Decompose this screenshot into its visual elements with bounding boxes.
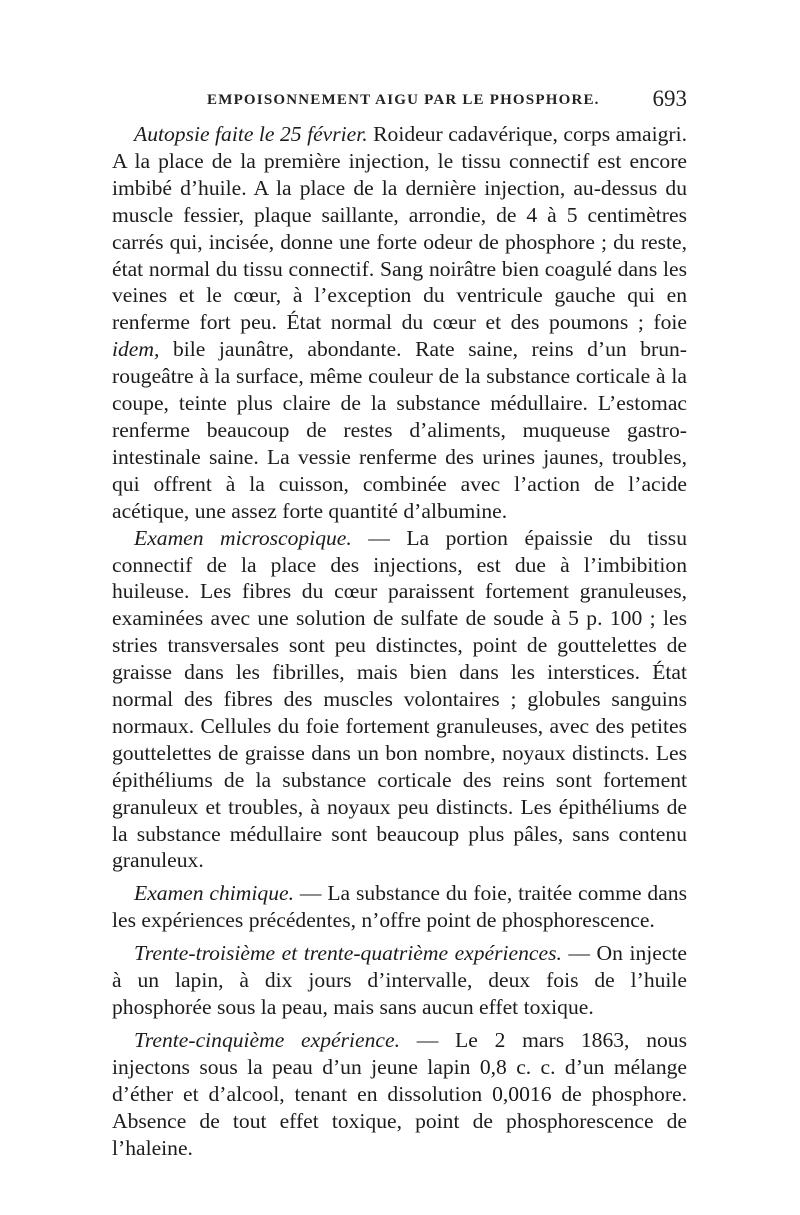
paragraph-experiences-33-34 <box>112 940 687 1021</box>
paragraph-lead: Examen chimique. <box>134 881 294 906</box>
body-text <box>112 121 687 1161</box>
paragraph-text: Roideur cadavérique, corps amaigri. A la place de la première injection, le tissu connectif est encore imbibé d’huile. A la place de la dernière injection, au-dessus du muscle fessier, plaque saillante, arrondie, de 4 à 5 centimètres carrés qui, incisée, donne une forte odeur de phosphore ; du reste, état normal du tissu connectif. Sang noirâtre bien coagulé dans les veines et le cœur, à l’exception du ventricule gauche qui en renferme fort peu. État normal du cœur et des poumons ; foie <box>112 122 687 335</box>
paragraph-autopsie <box>112 121 687 525</box>
paragraph-text: — On injecte à un lapin, à dix jours d’intervalle, deux fois de l’huile phosphorée sous la peau, mais sans aucun effet toxique. <box>112 941 687 1019</box>
page-header <box>112 86 687 122</box>
paragraph-lead: Examen microscopique. <box>134 525 352 550</box>
paragraph-lead: Trente-cinquième expérience. <box>134 1027 400 1052</box>
running-head: EMPOISONNEMENT AIGU PAR LE PHOSPHORE. <box>207 92 600 108</box>
paragraph-text: — La portion épaissie du tissu connectif de la place des injections, est due à l’imbibition huileuse. Les fibres du cœur paraissent fortement granuleuses, examinées avec une solution de sulfate de soude à 5 p. 100 ; les stries transversales sont peu distinctes, point de gouttelettes de graisse dans les fibrilles, mais bien dans les interstices. État normal des fibres des muscles volontaires ; globules sanguins normaux. Cellules du foie fortement granuleuses, avec des petites gouttelettes de graisse dans un bon nombre, noyaux distincts. Les épithéliums de la substance corticale des reins sont fortement granuleux et troubles, à noyaux peu distincts. Les épithéliums de la substance médullaire sont beaucoup plus pâles, sans contenu granuleux. <box>112 525 687 873</box>
paragraph-text-continued: bile jaunâtre, abondante. Rate saine, reins d’un brun-rougeâtre à la surface, même couleur de la substance corticale à la coupe, teinte plus claire de la substance médullaire. L’estomac renferme beaucoup de restes d’aliments, muqueuse gastro-intestinale saine. La vessie renferme des urines jaunes, troubles, qui offrent à la cuisson, combinée avec l’action de l’acide acétique, une assez forte quantité d’albumine. <box>112 337 687 523</box>
paragraph-text: — La substance du foie, traitée comme dans les expériences précédentes, n’offre point de phosphorescence. <box>112 881 687 933</box>
paragraph-examen-microscopique <box>112 525 687 875</box>
paragraph-text: — Le 2 mars 1863, nous injectons sous la peau d’un jeune lapin 0,8 c. c. d’un mélange d’éther et d’alcool, tenant en dissolution 0,0016 de phosphore. Absence de tout effet toxique, point de phosphorescence de l’haleine. <box>112 1027 687 1160</box>
paragraph-examen-chimique <box>112 880 687 934</box>
paragraph-lead: Trente-troisième et trente-quatrième expériences. <box>134 941 562 966</box>
paragraph-experience-35 <box>112 1027 687 1162</box>
paragraph-lead: Autopsie faite le 25 février. <box>134 122 368 146</box>
page-number: 693 <box>652 86 687 111</box>
italic-word: idem, <box>112 337 160 362</box>
